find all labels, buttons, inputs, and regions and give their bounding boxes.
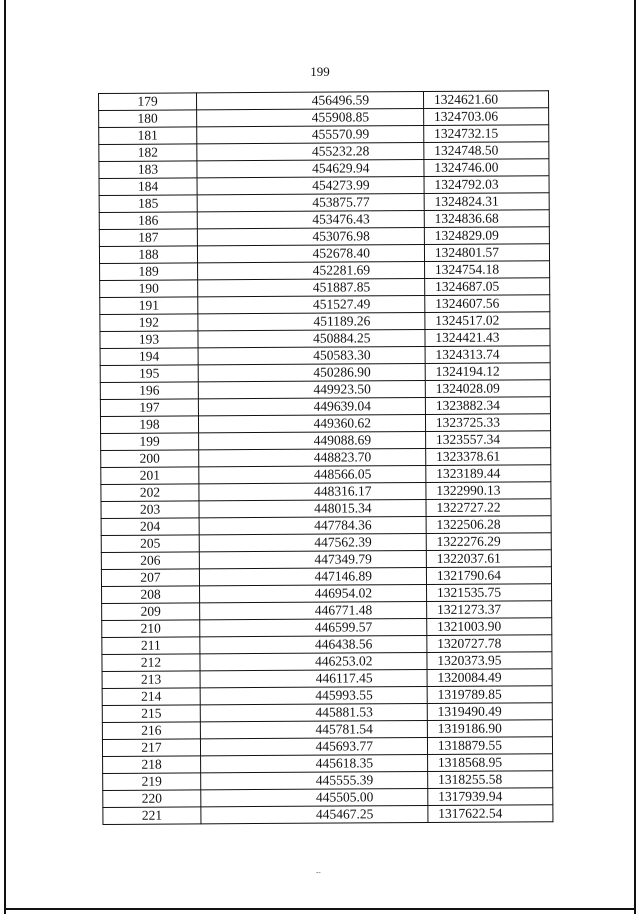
table-row xyxy=(101,567,551,587)
x-coordinate-cell: 455232.28 xyxy=(197,143,424,161)
page-number: 199 xyxy=(310,64,330,79)
x-coordinate-cell: 446438.56 xyxy=(200,636,427,654)
table-row xyxy=(99,159,549,179)
table-row xyxy=(103,805,553,825)
point-id-cell: 202 xyxy=(101,484,199,502)
table-row xyxy=(103,771,553,791)
point-id-cell: 182 xyxy=(99,144,197,162)
y-coordinate-cell: 1321790.64 xyxy=(426,567,551,585)
y-coordinate-cell: 1324836.68 xyxy=(424,210,549,228)
table-row xyxy=(99,227,549,247)
point-id-cell: 201 xyxy=(101,467,199,485)
point-id-cell: 207 xyxy=(101,569,199,587)
table-row xyxy=(101,448,551,468)
y-coordinate-cell: 1318879.55 xyxy=(427,737,552,755)
x-coordinate-cell: 445555.39 xyxy=(201,771,428,789)
table-row xyxy=(99,91,549,111)
x-coordinate-cell: 454273.99 xyxy=(197,177,424,195)
point-id-cell: 210 xyxy=(102,620,200,638)
y-coordinate-cell: 1324732.15 xyxy=(424,125,549,143)
x-coordinate-cell: 452678.40 xyxy=(197,245,424,263)
y-coordinate-cell: 1324621.60 xyxy=(423,91,548,109)
y-coordinate-cell: 1317622.54 xyxy=(428,805,553,823)
point-id-cell: 195 xyxy=(100,365,198,383)
y-coordinate-cell: 1321273.37 xyxy=(427,601,552,619)
x-coordinate-cell: 446771.48 xyxy=(200,602,427,620)
x-coordinate-cell: 451527.49 xyxy=(198,296,425,314)
x-coordinate-cell: 445993.55 xyxy=(200,687,427,705)
x-coordinate-cell: 456496.59 xyxy=(197,92,424,110)
table-row xyxy=(99,210,549,230)
table-row xyxy=(100,380,550,400)
y-coordinate-cell: 1320727.78 xyxy=(427,635,552,653)
table-row xyxy=(101,516,551,536)
x-coordinate-cell: 455570.99 xyxy=(197,126,424,144)
x-coordinate-cell: 448823.70 xyxy=(199,449,426,467)
table-row xyxy=(99,142,549,162)
page-border-left xyxy=(4,0,6,914)
point-id-cell: 198 xyxy=(100,416,198,434)
y-coordinate-cell: 1322990.13 xyxy=(426,482,551,500)
point-id-cell: 217 xyxy=(102,739,200,757)
point-id-cell: 192 xyxy=(100,314,198,332)
table-row xyxy=(100,397,550,417)
y-coordinate-cell: 1322727.22 xyxy=(426,499,551,517)
point-id-cell: 220 xyxy=(103,790,201,808)
y-coordinate-cell: 1324194.12 xyxy=(425,363,550,381)
x-coordinate-cell: 448316.17 xyxy=(199,483,426,501)
page-border-bottom xyxy=(4,908,636,910)
table-row xyxy=(101,550,551,570)
y-coordinate-cell: 1318568.95 xyxy=(428,754,553,772)
table-row xyxy=(101,533,551,553)
x-coordinate-cell: 452281.69 xyxy=(198,262,425,280)
point-id-cell: 211 xyxy=(102,637,200,655)
point-id-cell: 200 xyxy=(101,450,199,468)
x-coordinate-cell: 451189.26 xyxy=(198,313,425,331)
x-coordinate-cell: 448015.34 xyxy=(199,500,426,518)
y-coordinate-cell: 1324829.09 xyxy=(424,227,549,245)
y-coordinate-cell: 1322506.28 xyxy=(426,516,551,534)
x-coordinate-cell: 451887.85 xyxy=(198,279,425,297)
x-coordinate-cell: 445618.35 xyxy=(201,754,428,772)
y-coordinate-cell: 1323882.34 xyxy=(425,397,550,415)
page-border-right xyxy=(634,0,636,914)
table-row xyxy=(102,720,552,740)
table-row xyxy=(101,482,551,502)
x-coordinate-cell: 446599.57 xyxy=(200,619,427,637)
y-coordinate-cell: 1324517.02 xyxy=(425,312,550,330)
table-row xyxy=(100,329,550,349)
x-coordinate-cell: 449923.50 xyxy=(198,381,425,399)
point-id-cell: 213 xyxy=(102,671,200,689)
x-coordinate-cell: 453875.77 xyxy=(197,194,424,212)
point-id-cell: 183 xyxy=(99,161,197,179)
table-row xyxy=(100,261,550,281)
point-id-cell: 189 xyxy=(100,263,198,281)
table-row xyxy=(103,788,553,808)
y-coordinate-cell: 1323557.34 xyxy=(426,431,551,449)
table-row xyxy=(102,669,552,689)
x-coordinate-cell: 447562.39 xyxy=(199,534,426,552)
x-coordinate-cell: 446253.02 xyxy=(200,653,427,671)
y-coordinate-cell: 1324754.18 xyxy=(425,261,550,279)
x-coordinate-cell: 447146.89 xyxy=(199,568,426,586)
point-id-cell: 180 xyxy=(99,110,197,128)
x-coordinate-cell: 446117.45 xyxy=(200,670,427,688)
point-id-cell: 179 xyxy=(99,93,197,111)
table-row xyxy=(101,499,551,519)
table-row xyxy=(103,754,553,774)
point-id-cell: 181 xyxy=(99,127,197,145)
x-coordinate-cell: 450286.90 xyxy=(198,364,425,382)
x-coordinate-cell: 449639.04 xyxy=(198,398,425,416)
table-row xyxy=(102,584,552,604)
table-row xyxy=(102,737,552,757)
point-id-cell: 184 xyxy=(99,178,197,196)
x-coordinate-cell: 455908.85 xyxy=(197,109,424,127)
y-coordinate-cell: 1320373.95 xyxy=(427,652,552,670)
y-coordinate-cell: 1319186.90 xyxy=(427,720,552,738)
table-row xyxy=(102,652,552,672)
y-coordinate-cell: 1320084.49 xyxy=(427,669,552,687)
y-coordinate-cell: 1321535.75 xyxy=(427,584,552,602)
x-coordinate-cell: 450884.25 xyxy=(198,330,425,348)
point-id-cell: 203 xyxy=(101,501,199,519)
table-row xyxy=(99,125,549,145)
x-coordinate-cell: 453476.43 xyxy=(197,211,424,229)
y-coordinate-cell: 1324028.09 xyxy=(425,380,550,398)
x-coordinate-cell: 447349.79 xyxy=(199,551,426,569)
y-coordinate-cell: 1324313.74 xyxy=(425,346,550,364)
y-coordinate-cell: 1319789.85 xyxy=(427,686,552,704)
y-coordinate-cell: 1323378.61 xyxy=(426,448,551,466)
point-id-cell: 206 xyxy=(101,552,199,570)
table-row xyxy=(102,703,552,723)
x-coordinate-cell: 445881.53 xyxy=(200,704,427,722)
x-coordinate-cell: 453076.98 xyxy=(197,228,424,246)
x-coordinate-cell: 445781.54 xyxy=(200,720,427,738)
point-id-cell: 190 xyxy=(100,280,198,298)
table-row xyxy=(100,312,550,332)
table-row xyxy=(99,193,549,213)
table-row xyxy=(99,176,549,196)
x-coordinate-cell: 448566.05 xyxy=(199,466,426,484)
coordinate-table xyxy=(98,90,553,825)
table-row xyxy=(100,363,550,383)
point-id-cell: 218 xyxy=(103,756,201,774)
table-row xyxy=(102,635,552,655)
point-id-cell: 185 xyxy=(99,195,197,213)
point-id-cell: 219 xyxy=(103,773,201,791)
x-coordinate-cell: 449088.69 xyxy=(199,432,426,450)
y-coordinate-cell: 1324421.43 xyxy=(425,329,550,347)
table-row xyxy=(102,601,552,621)
x-coordinate-cell: 445467.25 xyxy=(201,805,428,823)
table-row xyxy=(99,108,549,128)
table-row xyxy=(99,244,549,264)
table-row xyxy=(100,414,550,434)
y-coordinate-cell: 1319490.49 xyxy=(427,703,552,721)
y-coordinate-cell: 1322037.61 xyxy=(426,550,551,568)
x-coordinate-cell: 449360.62 xyxy=(198,415,425,433)
x-coordinate-cell: 445505.00 xyxy=(201,788,428,806)
point-id-cell: 196 xyxy=(100,382,198,400)
x-coordinate-cell: 447784.36 xyxy=(199,517,426,535)
point-id-cell: 221 xyxy=(103,807,201,825)
point-id-cell: 209 xyxy=(102,603,200,621)
coordinate-table-body xyxy=(99,91,553,825)
x-coordinate-cell: 450583.30 xyxy=(198,347,425,365)
y-coordinate-cell: 1321003.90 xyxy=(427,618,552,636)
point-id-cell: 188 xyxy=(99,246,197,264)
y-coordinate-cell: 1324746.00 xyxy=(424,159,549,177)
table-row xyxy=(100,346,550,366)
x-coordinate-cell: 454629.94 xyxy=(197,160,424,178)
point-id-cell: 191 xyxy=(100,297,198,315)
footer-mark: -- xyxy=(316,868,321,876)
point-id-cell: 212 xyxy=(102,654,200,672)
table-row xyxy=(102,686,552,706)
point-id-cell: 199 xyxy=(101,433,199,451)
point-id-cell: 205 xyxy=(101,535,199,553)
table-row xyxy=(101,431,551,451)
y-coordinate-cell: 1324607.56 xyxy=(425,295,550,313)
table-row xyxy=(100,295,550,315)
y-coordinate-cell: 1318255.58 xyxy=(428,771,553,789)
point-id-cell: 204 xyxy=(101,518,199,536)
point-id-cell: 216 xyxy=(102,722,200,740)
point-id-cell: 208 xyxy=(102,586,200,604)
point-id-cell: 186 xyxy=(99,212,197,230)
point-id-cell: 187 xyxy=(99,229,197,247)
y-coordinate-cell: 1323725.33 xyxy=(425,414,550,432)
y-coordinate-cell: 1324703.06 xyxy=(424,108,549,126)
x-coordinate-cell: 445693.77 xyxy=(200,737,427,755)
point-id-cell: 215 xyxy=(102,705,200,723)
table-row xyxy=(101,465,551,485)
y-coordinate-cell: 1324801.57 xyxy=(424,244,549,262)
y-coordinate-cell: 1324748.50 xyxy=(424,142,549,160)
y-coordinate-cell: 1324792.03 xyxy=(424,176,549,194)
y-coordinate-cell: 1317939.94 xyxy=(428,788,553,806)
y-coordinate-cell: 1324687.05 xyxy=(425,278,550,296)
y-coordinate-cell: 1324824.31 xyxy=(424,193,549,211)
y-coordinate-cell: 1323189.44 xyxy=(426,465,551,483)
x-coordinate-cell: 446954.02 xyxy=(200,585,427,603)
y-coordinate-cell: 1322276.29 xyxy=(426,533,551,551)
table-row xyxy=(102,618,552,638)
point-id-cell: 197 xyxy=(100,399,198,417)
table-row xyxy=(100,278,550,298)
point-id-cell: 214 xyxy=(102,688,200,706)
point-id-cell: 194 xyxy=(100,348,198,366)
point-id-cell: 193 xyxy=(100,331,198,349)
